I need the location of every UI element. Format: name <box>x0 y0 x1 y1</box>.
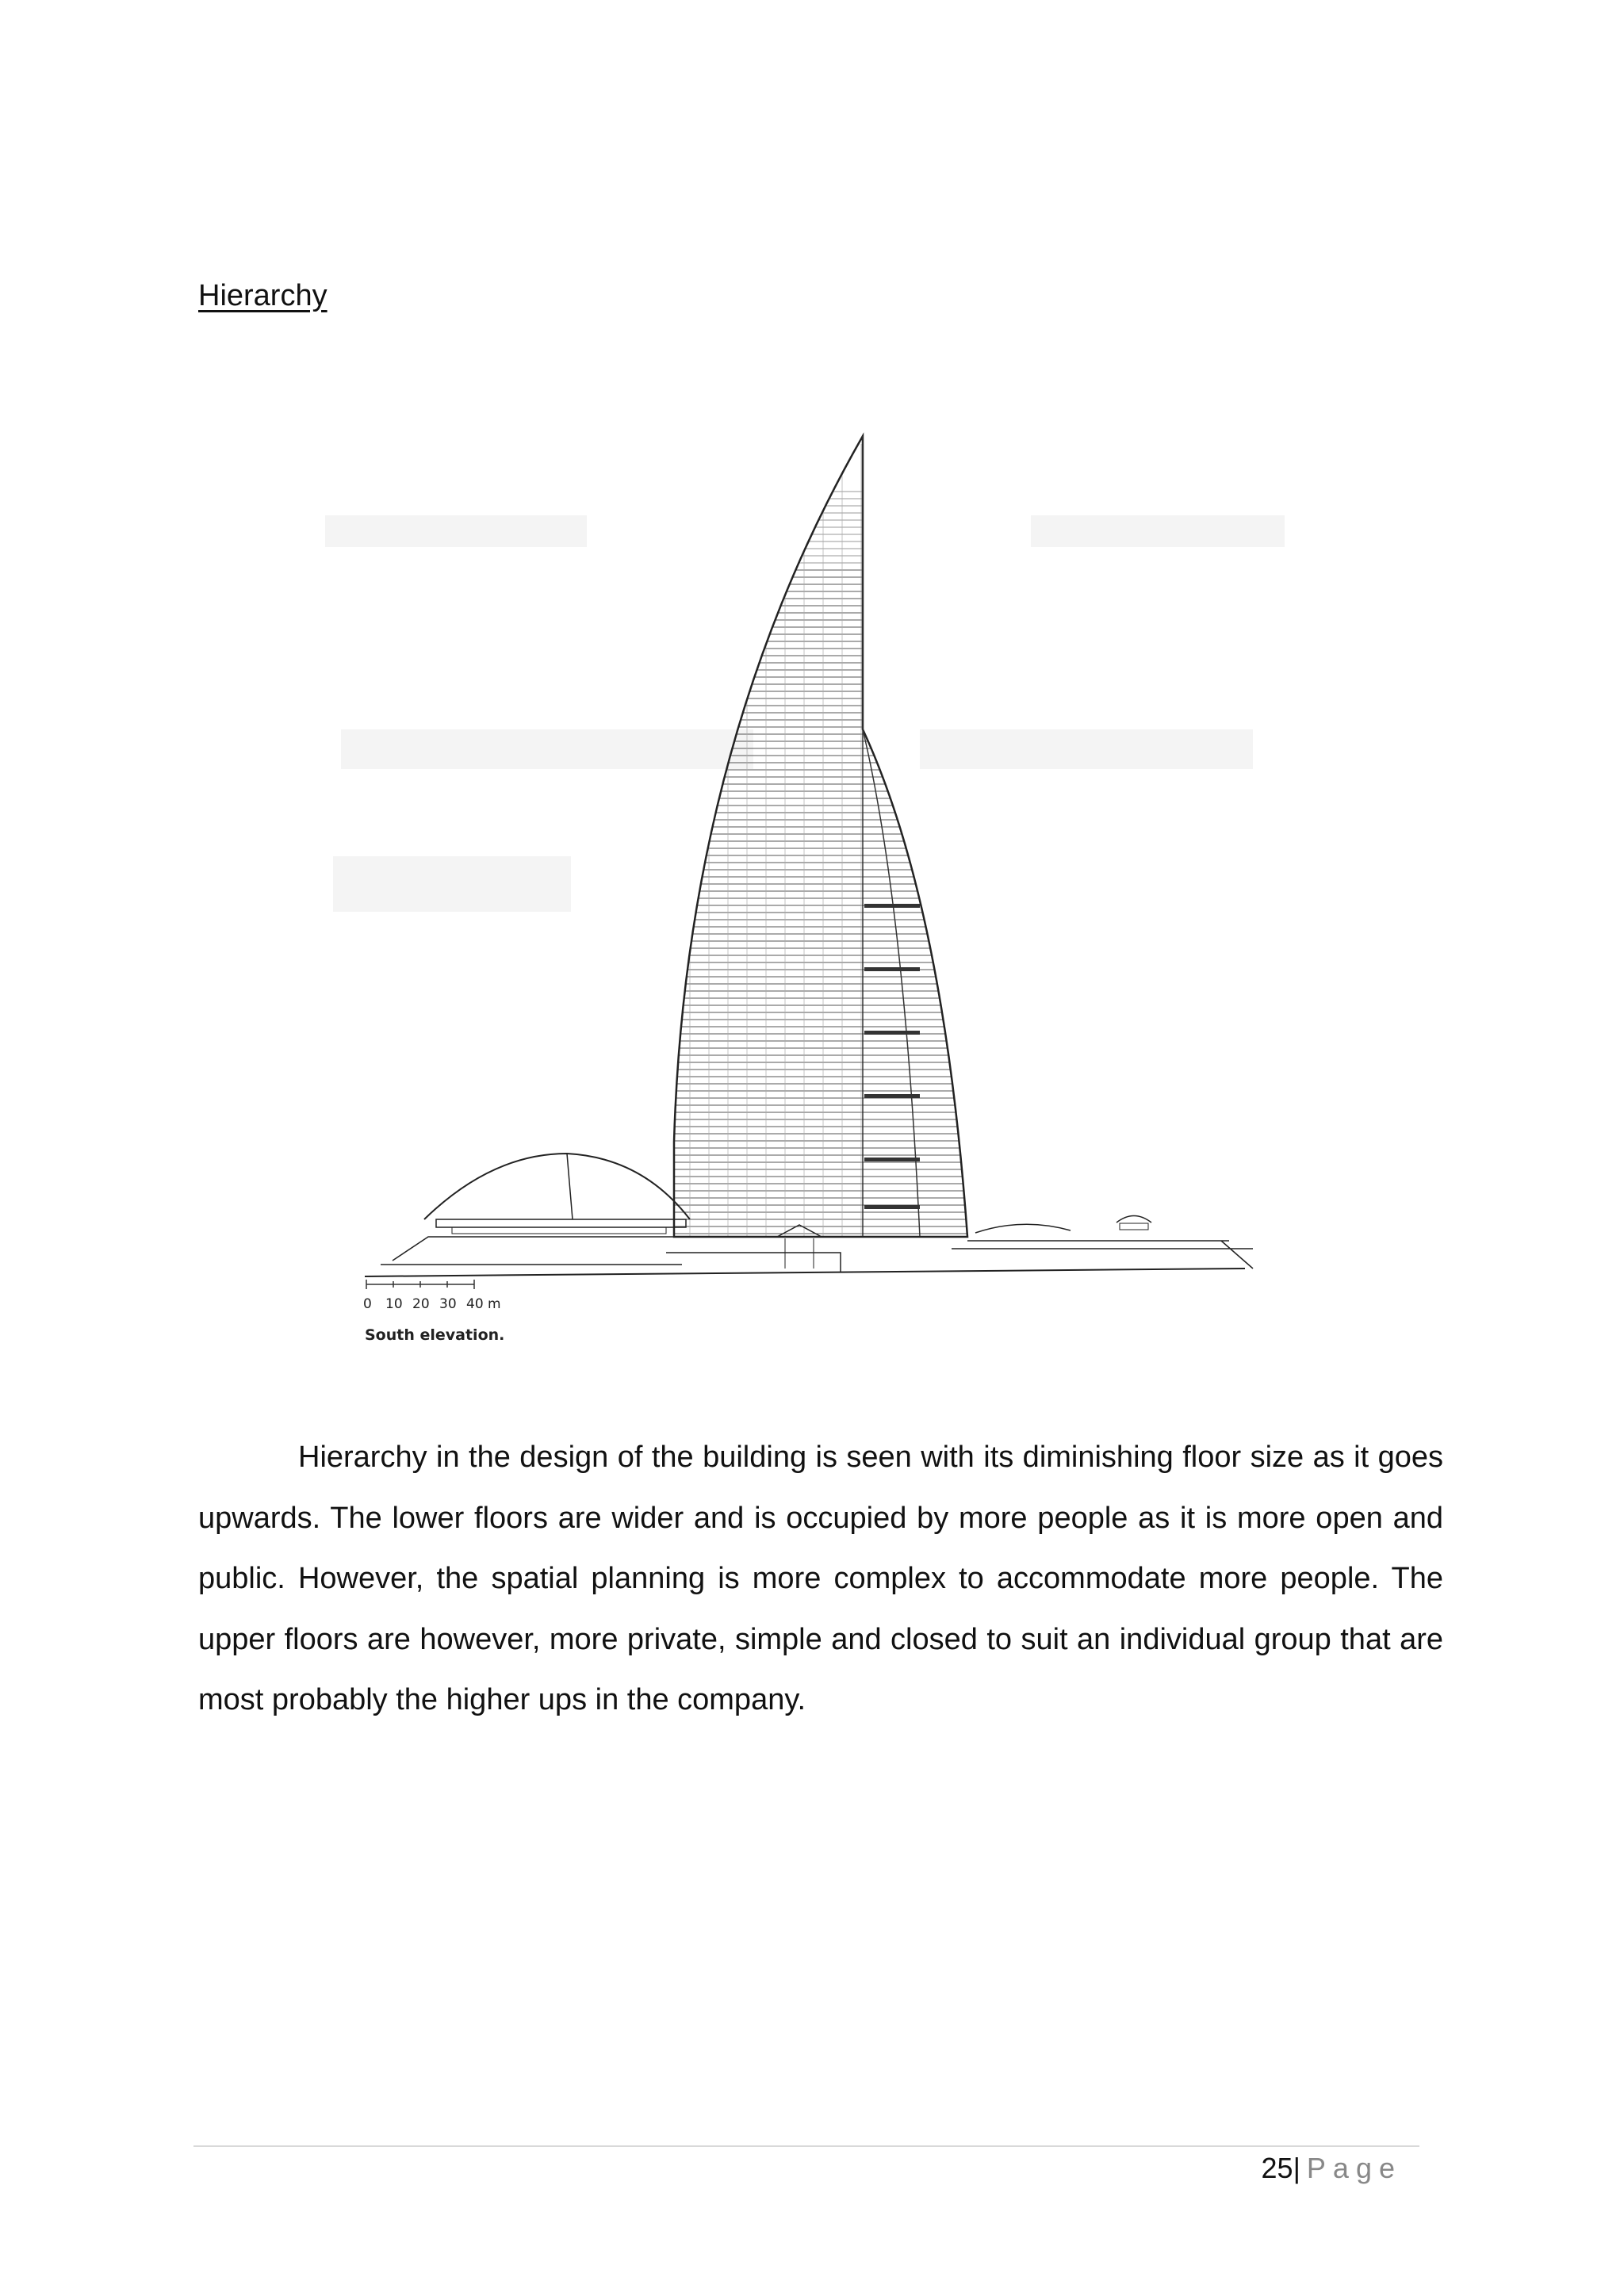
tower-band <box>864 1094 920 1098</box>
south-elevation-drawing <box>317 349 1300 1356</box>
scale-tick-label: 20 <box>412 1296 430 1312</box>
tower <box>666 436 975 1237</box>
tower-band <box>864 967 920 971</box>
tower-band <box>864 1031 920 1035</box>
background-texture <box>325 515 1285 912</box>
scale-bar <box>366 1280 474 1289</box>
tower-band <box>864 1158 920 1161</box>
right-low-building <box>952 1216 1253 1269</box>
figure-caption: South elevation. <box>365 1326 505 1344</box>
page-number: 25 <box>1261 2152 1293 2184</box>
scale-tick-label: 0 <box>363 1296 372 1312</box>
scale-tick-label: 30 <box>439 1296 457 1312</box>
page-footer <box>1262 2147 1402 2190</box>
section-heading: Hierarchy <box>198 279 327 312</box>
page-label: Page <box>1306 2152 1402 2184</box>
scale-tick-label: 40 m <box>466 1296 501 1312</box>
podium <box>365 1225 1245 1276</box>
elevation-svg <box>317 349 1300 1356</box>
tower-bands <box>864 904 920 1209</box>
left-dome-building <box>381 1154 690 1265</box>
footer-divider <box>193 2145 1419 2147</box>
body-paragraph: Hierarchy in the design of the building is seen with its diminishing floor size as it goes upwards. The lower floors are wider and is occupied by more people as it is more open and public. However, the spatial planning is more complex to accommodate more people. The upper floors are however, more private, simple and closed to suit an individual group that are most probably the higher ups in the company. <box>198 1441 1443 1716</box>
scale-tick-label: 10 <box>385 1296 403 1312</box>
tower-floor-lines <box>666 444 975 1237</box>
tower-band <box>864 1205 920 1209</box>
footer-separator: | <box>1293 2152 1300 2184</box>
tower-band <box>864 904 920 908</box>
